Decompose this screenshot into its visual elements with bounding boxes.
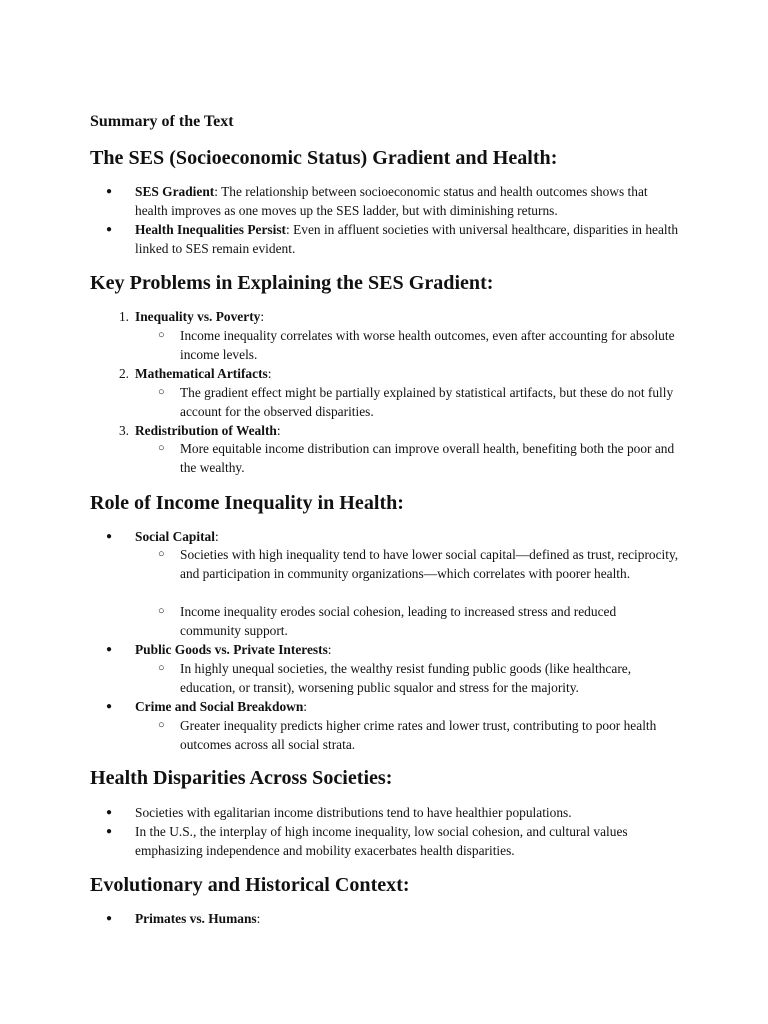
sub-item	[158, 383, 680, 421]
section-heading-evolutionary-context: Evolutionary and Historical Context:	[90, 874, 410, 896]
item-text: Societies with egalitarian income distributions tend to have healthier populations.	[135, 805, 572, 820]
bullet-icon: ●	[106, 531, 113, 542]
item-text: :	[303, 699, 307, 714]
list-item	[106, 640, 680, 659]
section-heading-key-problems: Key Problems in Explaining the SES Gradient:	[90, 272, 494, 294]
item-text: :	[256, 911, 261, 926]
sub-item	[158, 326, 680, 364]
item-text: :	[327, 642, 332, 657]
bullet-icon: ●	[106, 644, 113, 655]
item-lead: Public Goods vs. Private Interests	[135, 642, 328, 657]
item-text: :	[260, 309, 265, 324]
sub-item-text: Income inequality erodes social cohesion, leading to increased stress and reduced community support.	[180, 604, 617, 638]
item-lead: Redistribution of Wealth	[135, 423, 277, 438]
item-number: 1.	[118, 309, 129, 324]
numbered-item	[118, 307, 680, 326]
item-lead: Mathematical Artifacts	[135, 366, 268, 381]
list-item	[106, 182, 680, 220]
numbered-item	[118, 421, 680, 440]
item-lead: Social Capital	[135, 529, 215, 544]
bullet-icon: ●	[106, 701, 113, 712]
list-item	[106, 822, 680, 860]
section-heading-ses-gradient: The SES (Socioeconomic Status) Gradient and Health:	[90, 147, 558, 169]
item-text: :	[214, 529, 219, 544]
section-heading-health-disparities: Health Disparities Across Societies:	[90, 767, 393, 789]
sub-item-text: In highly unequal societies, the wealthy resist funding public goods (like healthcare, education, or transit), worsening public squalor and stress for the majority.	[180, 661, 632, 695]
sub-item-text: Greater inequality predicts higher crime rates and lower trust, contributing to poor health outcomes across all social strata.	[180, 718, 657, 752]
sub-item	[158, 659, 680, 697]
list-item	[106, 220, 680, 258]
item-lead: Inequality vs. Poverty	[135, 309, 261, 324]
sub-item-text: The gradient effect might be partially explained by statistical artifacts, but these do not fully account for the observed disparities.	[180, 385, 674, 419]
item-lead: Primates vs. Humans	[135, 911, 257, 926]
item-number: 3.	[118, 423, 129, 438]
item-text: : Even in affluent societies with universal healthcare, disparities in health linked to SES remain evident.	[135, 222, 679, 256]
sub-item	[158, 716, 680, 754]
list-item	[106, 909, 680, 928]
item-lead: Crime and Social Breakdown	[135, 699, 304, 714]
item-lead: SES Gradient	[135, 184, 215, 199]
bullet-icon: ●	[106, 826, 113, 837]
item-text: : The relationship between socioeconomic status and health outcomes shows that health improves as one moves up the SES ladder, but with diminishing returns.	[135, 184, 648, 218]
section-heading-income-inequality: Role of Income Inequality in Health:	[90, 492, 404, 514]
hollow-bullet-icon: ○	[158, 329, 165, 341]
hollow-bullet-icon: ○	[158, 548, 165, 560]
hollow-bullet-icon: ○	[158, 719, 165, 731]
sub-item	[158, 439, 680, 477]
bullet-icon: ●	[106, 807, 113, 818]
bullet-icon: ●	[106, 186, 113, 197]
page-title: Summary of the Text	[90, 113, 234, 130]
list-item	[106, 803, 680, 822]
hollow-bullet-icon: ○	[158, 662, 165, 674]
hollow-bullet-icon: ○	[158, 386, 165, 398]
sub-item-text: More equitable income distribution can improve overall health, benefiting both the poor and the wealthy.	[180, 441, 675, 475]
list-item	[106, 527, 680, 546]
bullet-icon: ●	[106, 224, 113, 235]
sub-item-text: Income inequality correlates with worse health outcomes, even after accounting for absolute income levels.	[180, 328, 675, 362]
numbered-item	[118, 364, 680, 383]
list-item	[106, 697, 680, 716]
hollow-bullet-icon: ○	[158, 442, 165, 454]
item-text: :	[267, 366, 272, 381]
item-lead: Health Inequalities Persist	[135, 222, 287, 237]
sub-item-text: Societies with high inequality tend to have lower social capital—defined as trust, reciprocity, and participation in community organizations—which correlates with poorer health.	[180, 547, 679, 581]
item-number: 2.	[118, 366, 129, 381]
sub-item	[158, 602, 680, 640]
bullet-icon: ●	[106, 913, 113, 924]
sub-item	[158, 545, 680, 583]
item-text: In the U.S., the interplay of high income inequality, low social cohesion, and cultural values emphasizing independence and mobility exacerbates health disparities.	[135, 824, 628, 858]
hollow-bullet-icon: ○	[158, 605, 165, 617]
item-text: :	[276, 423, 281, 438]
